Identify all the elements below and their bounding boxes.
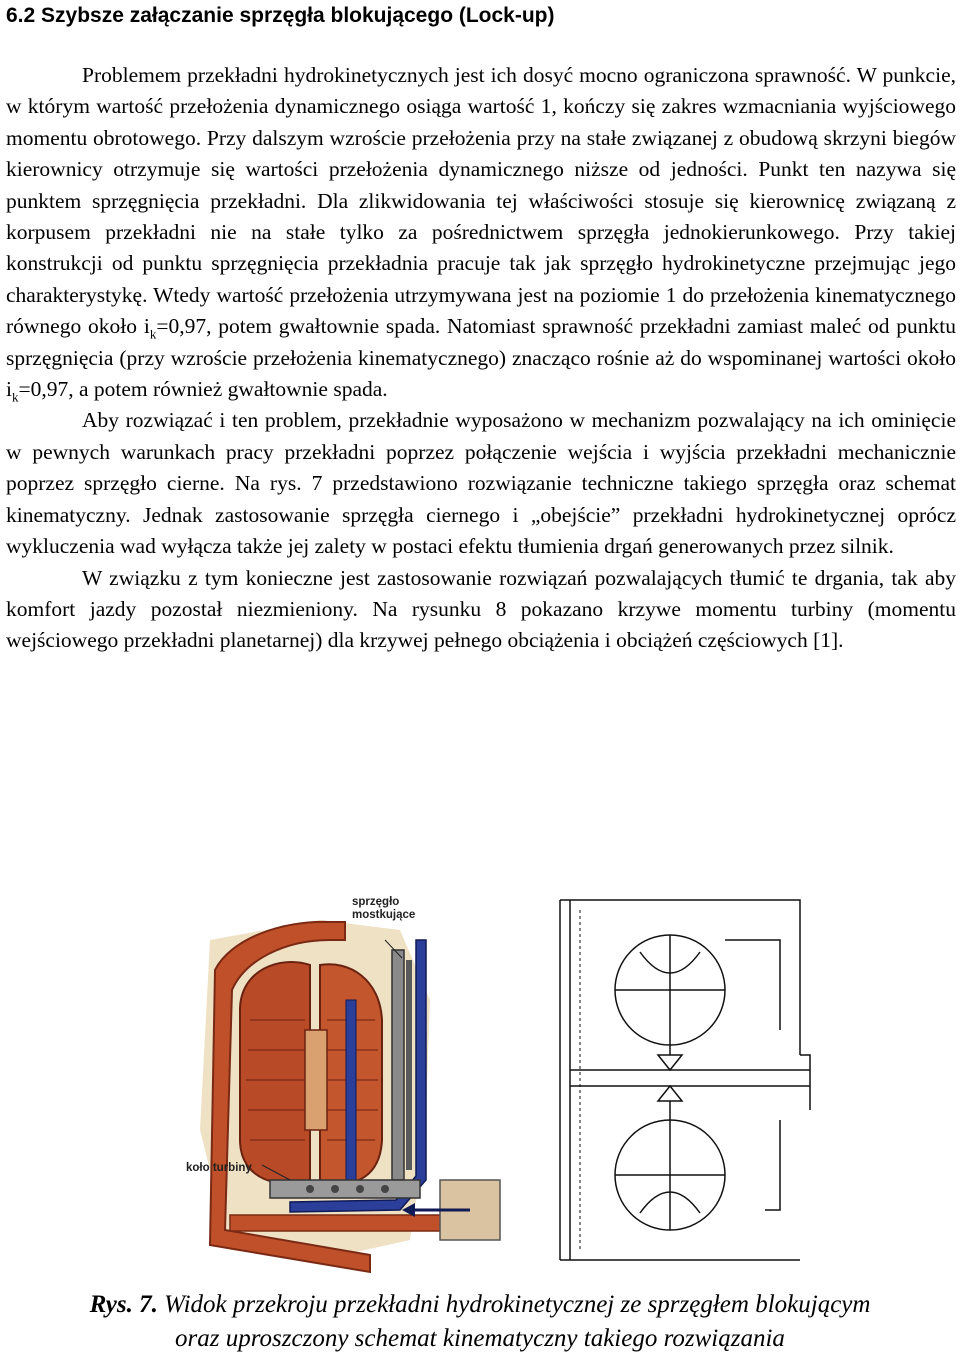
- paragraph-2: Aby rozwiązać i ten problem, przekładnie wyposażono w mechanizm pozwalający na ich ominięcie w pewnych warunkach pracy przekładni poprzez połączenie wejścia i wyjścia przekładni mechanicznie poprzez sprzęgło cierne. Na rys. 7 przedstawiono rozwiązanie techniczne takiego sprzęgła oraz schemat kinematyczny. Jednak zastosowanie sprzęgła ciernego i „obejście” przekładni hydrokinetycznej oprócz wykluczenia wad wyłącza także jej zalety w postaci efektu tłumienia drgań generowanych przez silnik.: [6, 408, 956, 559]
- caption-line-2: oraz uproszczony schemat kinematyczny takiego rozwiązania: [175, 1325, 785, 1352]
- figure-caption: [0, 1288, 960, 1356]
- kinematic-schematic: [520, 880, 850, 1280]
- figure-7: [0, 880, 960, 1280]
- caption-number: Rys. 7.: [89, 1291, 158, 1318]
- label-lockup-clutch: sprzęgło mostkujące: [352, 896, 416, 921]
- label-turbine-wheel: koło turbiny: [186, 1162, 252, 1174]
- paragraph-1: Problemem przekładni hydrokinetycznych jest ich dosyć mocno ograniczona sprawność. W punkcie, w którym wartość przełożenia dynamicznego osiąga wartość 1, kończy się zakres wzmacniania wyjściowego momentu obrotowego. Przy dalszym wzroście przełożenia przy na stałe związanej z obudową skrzyni biegów kierownicy otrzymuje się wartości przełożenia dynamicznego niższe od jedności. Punkt ten nazywa się punktem sprzęgnięcia przekładni. Dla zlikwidowania tej właściwości stosuje się kierownicę związaną z korpusem przekładni nie na stałe tylko za pośrednictwem sprzęgła jednokierunkowego. Przy takiej konstrukcji od punktu sprzęgnięcia przekładnia pracuje tak jak sprzęgło hydrokinetyczne przejmując jego charakterystykę. Wtedy wartość przełożenia utrzymywana jest na poziomie 1 do przełożenia kinematycznego równego około $i_k=0,97$, potem gwałtownie spada. Natomiast sprawność przekładni zamiast maleć od punktu sprzęgnięcia (przy wzroście przełożenia kinematycznego) znacząco rośnie aż do wspominanej wartości około $i_k=0,97$, a potem również gwałtownie spada.: [6, 63, 957, 405]
- paragraph-3: W związku z tym konieczne jest zastosowanie rozwiązań pozwalających tłumić te drgania, tak aby komfort jazdy pozostał niezmieniony. Na rysunku 8 pokazano krzywe momentu turbiny (momentu wejściowego przekładni planetarnej) dla krzywej pełnego obciążenia i obciążeń częściowych [1].: [6, 565, 956, 653]
- caption-line-1: Widok przekroju przekładni hydrokinetycznej ze sprzęgłem blokującym: [164, 1291, 871, 1318]
- section-heading: 6.2 Szybsze załączanie sprzęgła blokującego (Lock-up): [6, 4, 555, 27]
- body-text: [6, 60, 956, 657]
